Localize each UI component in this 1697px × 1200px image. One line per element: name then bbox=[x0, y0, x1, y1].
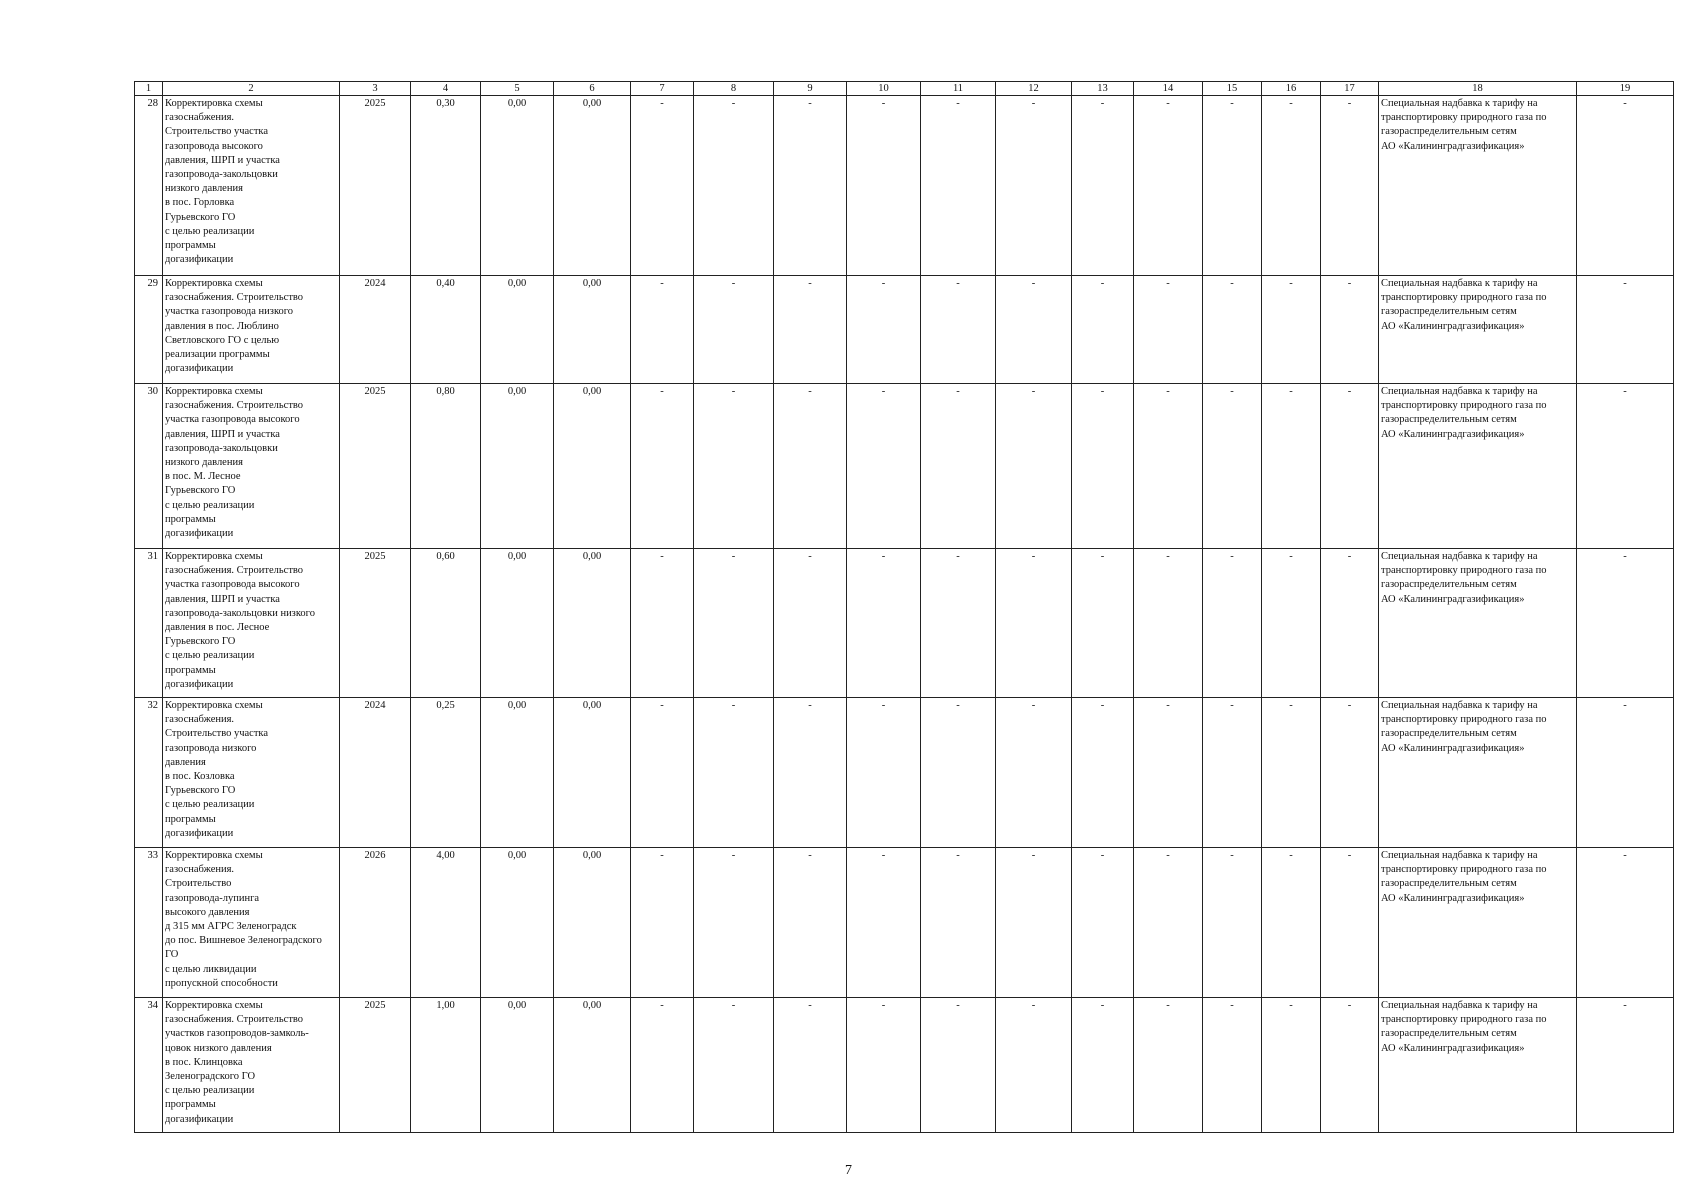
dash-col-8: - bbox=[694, 549, 774, 698]
dash-col-14: - bbox=[1134, 848, 1203, 998]
dash-col-7: - bbox=[631, 698, 694, 848]
dash-col-15: - bbox=[1203, 848, 1262, 998]
dash-col-17: - bbox=[1321, 384, 1379, 549]
row-number: 29 bbox=[135, 276, 163, 384]
dash-col-9: - bbox=[774, 848, 847, 998]
table-row bbox=[135, 384, 1674, 549]
dash-col-11: - bbox=[921, 96, 996, 276]
dash-col-10: - bbox=[847, 848, 921, 998]
col-header-5: 5 bbox=[481, 82, 554, 96]
dash-col-12: - bbox=[996, 698, 1072, 848]
value-col-19: - bbox=[1577, 96, 1674, 276]
year-cell: 2025 bbox=[340, 96, 411, 276]
row-number: 34 bbox=[135, 998, 163, 1133]
value-col-5: 0,00 bbox=[481, 276, 554, 384]
project-name: Корректировка схемы газоснабжения. Строительство участка газопровода высокого давления, ШРП и участка газопровода-закольцовки низкого давления в пос. Лесное Гурьевского ГО с целью реализации программы догазификации bbox=[163, 549, 340, 698]
value-col-5: 0,00 bbox=[481, 549, 554, 698]
value-col-4: 0,80 bbox=[411, 384, 481, 549]
dash-col-10: - bbox=[847, 998, 921, 1133]
investment-table bbox=[134, 81, 1674, 1133]
dash-col-14: - bbox=[1134, 998, 1203, 1133]
table-row bbox=[135, 549, 1674, 698]
dash-col-10: - bbox=[847, 698, 921, 848]
dash-col-12: - bbox=[996, 998, 1072, 1133]
value-col-19: - bbox=[1577, 698, 1674, 848]
funding-source: Специальная надбавка к тарифу на транспортировку природного газа по газораспределительным сетям АО «Калининградгазификация» bbox=[1379, 96, 1577, 276]
value-col-5: 0,00 bbox=[481, 96, 554, 276]
col-header-14: 14 bbox=[1134, 82, 1203, 96]
value-col-6: 0,00 bbox=[554, 698, 631, 848]
dash-col-9: - bbox=[774, 998, 847, 1133]
value-col-4: 4,00 bbox=[411, 848, 481, 998]
dash-col-15: - bbox=[1203, 698, 1262, 848]
dash-col-16: - bbox=[1262, 549, 1321, 698]
value-col-4: 0,60 bbox=[411, 549, 481, 698]
col-header-12: 12 bbox=[996, 82, 1072, 96]
dash-col-9: - bbox=[774, 276, 847, 384]
dash-col-7: - bbox=[631, 384, 694, 549]
dash-col-10: - bbox=[847, 384, 921, 549]
dash-col-16: - bbox=[1262, 848, 1321, 998]
dash-col-11: - bbox=[921, 998, 996, 1133]
funding-source: Специальная надбавка к тарифу на транспортировку природного газа по газораспределительным сетям АО «Калининградгазификация» bbox=[1379, 384, 1577, 549]
table-row bbox=[135, 96, 1674, 276]
dash-col-12: - bbox=[996, 96, 1072, 276]
dash-col-9: - bbox=[774, 96, 847, 276]
dash-col-7: - bbox=[631, 276, 694, 384]
dash-col-12: - bbox=[996, 848, 1072, 998]
col-header-19: 19 bbox=[1577, 82, 1674, 96]
value-col-5: 0,00 bbox=[481, 998, 554, 1133]
col-header-13: 13 bbox=[1072, 82, 1134, 96]
dash-col-11: - bbox=[921, 549, 996, 698]
value-col-6: 0,00 bbox=[554, 384, 631, 549]
dash-col-14: - bbox=[1134, 96, 1203, 276]
dash-col-17: - bbox=[1321, 549, 1379, 698]
col-header-11: 11 bbox=[921, 82, 996, 96]
dash-col-9: - bbox=[774, 384, 847, 549]
funding-source: Специальная надбавка к тарифу на транспортировку природного газа по газораспределительным сетям АО «Калининградгазификация» bbox=[1379, 848, 1577, 998]
col-header-8: 8 bbox=[694, 82, 774, 96]
year-cell: 2024 bbox=[340, 698, 411, 848]
table-row bbox=[135, 276, 1674, 384]
dash-col-13: - bbox=[1072, 998, 1134, 1133]
col-header-16: 16 bbox=[1262, 82, 1321, 96]
col-header-1: 1 bbox=[135, 82, 163, 96]
project-name: Корректировка схемы газоснабжения. Строительство участка газопровода низкого давления в пос. Козловка Гурьевского ГО с целью реализации программы догазификации bbox=[163, 698, 340, 848]
col-header-2: 2 bbox=[163, 82, 340, 96]
value-col-19: - bbox=[1577, 276, 1674, 384]
dash-col-7: - bbox=[631, 549, 694, 698]
funding-source: Специальная надбавка к тарифу на транспортировку природного газа по газораспределительным сетям АО «Калининградгазификация» bbox=[1379, 998, 1577, 1133]
value-col-4: 1,00 bbox=[411, 998, 481, 1133]
value-col-6: 0,00 bbox=[554, 848, 631, 998]
value-col-19: - bbox=[1577, 549, 1674, 698]
dash-col-10: - bbox=[847, 96, 921, 276]
col-header-4: 4 bbox=[411, 82, 481, 96]
dash-col-14: - bbox=[1134, 549, 1203, 698]
dash-col-11: - bbox=[921, 384, 996, 549]
year-cell: 2026 bbox=[340, 848, 411, 998]
row-number: 33 bbox=[135, 848, 163, 998]
row-number: 31 bbox=[135, 549, 163, 698]
value-col-19: - bbox=[1577, 848, 1674, 998]
dash-col-7: - bbox=[631, 848, 694, 998]
table-row bbox=[135, 998, 1674, 1133]
dash-col-14: - bbox=[1134, 384, 1203, 549]
dash-col-9: - bbox=[774, 698, 847, 848]
dash-col-15: - bbox=[1203, 549, 1262, 698]
dash-col-8: - bbox=[694, 998, 774, 1133]
dash-col-13: - bbox=[1072, 276, 1134, 384]
value-col-5: 0,00 bbox=[481, 848, 554, 998]
dash-col-15: - bbox=[1203, 96, 1262, 276]
funding-source: Специальная надбавка к тарифу на транспортировку природного газа по газораспределительным сетям АО «Калининградгазификация» bbox=[1379, 698, 1577, 848]
dash-col-13: - bbox=[1072, 848, 1134, 998]
dash-col-13: - bbox=[1072, 96, 1134, 276]
dash-col-16: - bbox=[1262, 96, 1321, 276]
col-header-15: 15 bbox=[1203, 82, 1262, 96]
value-col-6: 0,00 bbox=[554, 96, 631, 276]
project-name: Корректировка схемы газоснабжения. Строительство участка газопровода высокого давления, ШРП и участка газопровода-закольцовки низкого давления в пос. М. Лесное Гурьевского ГО с целью реализации программы догазификации bbox=[163, 384, 340, 549]
col-header-9: 9 bbox=[774, 82, 847, 96]
dash-col-8: - bbox=[694, 848, 774, 998]
value-col-4: 0,30 bbox=[411, 96, 481, 276]
dash-col-8: - bbox=[694, 698, 774, 848]
col-header-17: 17 bbox=[1321, 82, 1379, 96]
dash-col-14: - bbox=[1134, 698, 1203, 848]
dash-col-17: - bbox=[1321, 698, 1379, 848]
row-number: 30 bbox=[135, 384, 163, 549]
year-cell: 2024 bbox=[340, 276, 411, 384]
dash-col-14: - bbox=[1134, 276, 1203, 384]
dash-col-16: - bbox=[1262, 998, 1321, 1133]
column-number-row bbox=[135, 82, 1674, 96]
dash-col-15: - bbox=[1203, 276, 1262, 384]
project-name: Корректировка схемы газоснабжения. Строительство газопровода-лупинга высокого давления д 315 мм АГРС Зеленоградск до пос. Вишневое Зеленоградского ГО с целью ликвидации пропускной способности bbox=[163, 848, 340, 998]
dash-col-8: - bbox=[694, 96, 774, 276]
value-col-5: 0,00 bbox=[481, 384, 554, 549]
dash-col-7: - bbox=[631, 998, 694, 1133]
dash-col-10: - bbox=[847, 276, 921, 384]
value-col-6: 0,00 bbox=[554, 276, 631, 384]
dash-col-16: - bbox=[1262, 276, 1321, 384]
dash-col-12: - bbox=[996, 384, 1072, 549]
value-col-19: - bbox=[1577, 998, 1674, 1133]
value-col-5: 0,00 bbox=[481, 698, 554, 848]
funding-source: Специальная надбавка к тарифу на транспортировку природного газа по газораспределительным сетям АО «Калининградгазификация» bbox=[1379, 276, 1577, 384]
dash-col-17: - bbox=[1321, 998, 1379, 1133]
col-header-3: 3 bbox=[340, 82, 411, 96]
dash-col-11: - bbox=[921, 698, 996, 848]
dash-col-17: - bbox=[1321, 848, 1379, 998]
year-cell: 2025 bbox=[340, 384, 411, 549]
dash-col-17: - bbox=[1321, 276, 1379, 384]
dash-col-13: - bbox=[1072, 549, 1134, 698]
dash-col-11: - bbox=[921, 848, 996, 998]
dash-col-10: - bbox=[847, 549, 921, 698]
funding-source: Специальная надбавка к тарифу на транспортировку природного газа по газораспределительным сетям АО «Калининградгазификация» bbox=[1379, 549, 1577, 698]
dash-col-16: - bbox=[1262, 384, 1321, 549]
dash-col-13: - bbox=[1072, 384, 1134, 549]
dash-col-17: - bbox=[1321, 96, 1379, 276]
col-header-6: 6 bbox=[554, 82, 631, 96]
table-row bbox=[135, 848, 1674, 998]
col-header-18: 18 bbox=[1379, 82, 1577, 96]
col-header-10: 10 bbox=[847, 82, 921, 96]
value-col-19: - bbox=[1577, 384, 1674, 549]
value-col-4: 0,40 bbox=[411, 276, 481, 384]
row-number: 32 bbox=[135, 698, 163, 848]
value-col-6: 0,00 bbox=[554, 998, 631, 1133]
dash-col-15: - bbox=[1203, 998, 1262, 1133]
dash-col-7: - bbox=[631, 96, 694, 276]
project-name: Корректировка схемы газоснабжения. Строительство участка газопровода низкого давления в пос. Люблино Светловского ГО с целью реализации программы догазификации bbox=[163, 276, 340, 384]
dash-col-8: - bbox=[694, 276, 774, 384]
project-name: Корректировка схемы газоснабжения. Строительство участка газопровода высокого давления, ШРП и участка газопровода-закольцовки низкого давления в пос. Горловка Гурьевского ГО с целью реализации программы догазификации bbox=[163, 96, 340, 276]
dash-col-12: - bbox=[996, 549, 1072, 698]
year-cell: 2025 bbox=[340, 549, 411, 698]
table-row bbox=[135, 698, 1674, 848]
dash-col-11: - bbox=[921, 276, 996, 384]
dash-col-8: - bbox=[694, 384, 774, 549]
dash-col-12: - bbox=[996, 276, 1072, 384]
year-cell: 2025 bbox=[340, 998, 411, 1133]
page-number: 7 bbox=[845, 1163, 852, 1178]
value-col-6: 0,00 bbox=[554, 549, 631, 698]
dash-col-13: - bbox=[1072, 698, 1134, 848]
dash-col-9: - bbox=[774, 549, 847, 698]
row-number: 28 bbox=[135, 96, 163, 276]
project-name: Корректировка схемы газоснабжения. Строительство участков газопроводов-замколь- цовок низкого давления в пос. Клинцовка Зеленоградского ГО с целью реализации программы догазификации bbox=[163, 998, 340, 1133]
dash-col-16: - bbox=[1262, 698, 1321, 848]
value-col-4: 0,25 bbox=[411, 698, 481, 848]
dash-col-15: - bbox=[1203, 384, 1262, 549]
col-header-7: 7 bbox=[631, 82, 694, 96]
